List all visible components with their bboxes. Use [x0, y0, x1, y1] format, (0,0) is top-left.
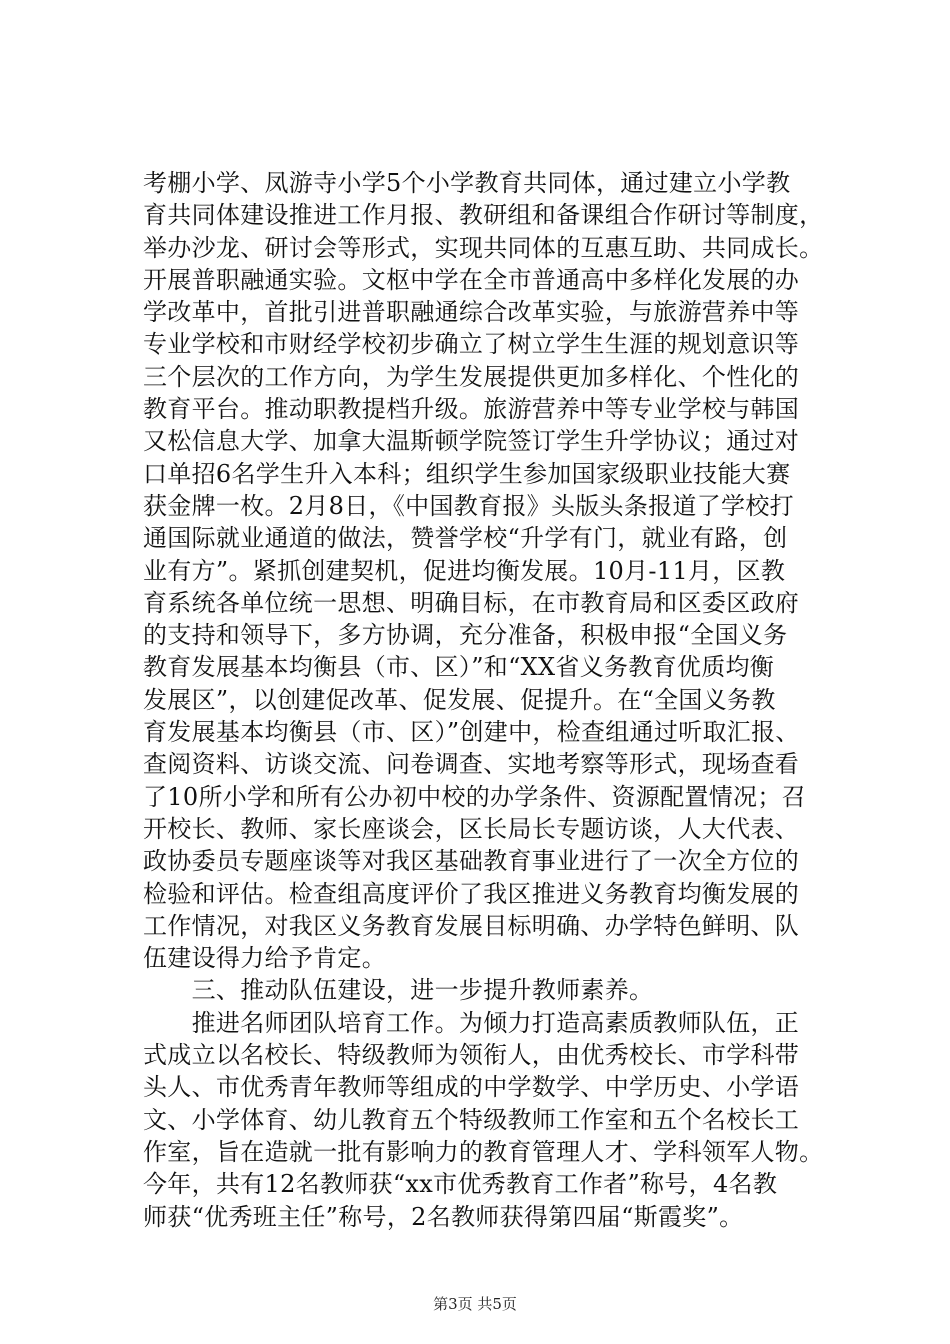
text-line: 式成立以名校长、特级教师为领衔人，由优秀校长、市学科带: [143, 1041, 800, 1070]
text-line: 文、小学体育、幼儿教育五个特级教师工作室和五个名校长工: [143, 1105, 800, 1134]
text-line: 检验和评估。检查组高度评价了我区推进义务教育均衡发展的: [143, 879, 800, 908]
text-line: 伍建设得力给予肯定。: [143, 944, 386, 973]
page-number-label: 第3页 共5页: [433, 1295, 517, 1313]
text-line: 学改革中，首批引进普职融通综合改革实验，与旅游营养中等: [143, 298, 800, 327]
text-line: 的支持和领导下，多方协调，充分准备，积极申报“全国义务: [143, 621, 788, 650]
text-line: 作室，旨在造就一批有影响力的教育管理人才、学科领军人物。: [143, 1137, 823, 1166]
text-line: 通国际就业通道的做法，赞誉学校“升学有门，就业有路，创: [143, 524, 788, 553]
text-line: 师获“优秀班主任”称号，2名教师获得第四届“斯霞奖”。: [143, 1202, 744, 1231]
text-line: 育共同体建设推进工作月报、教研组和备课组合作研讨等制度，: [143, 201, 823, 230]
text-line: 专业学校和市财经学校初步确立了树立学生生涯的规划意识等: [143, 330, 800, 359]
text-line: 考棚小学、凤游寺小学5个小学教育共同体，通过建立小学教: [143, 169, 791, 197]
text-line: 教育发展基本均衡县（市、区）”和“XX省义务教育优质均衡: [143, 653, 775, 682]
text-line: 业有方”。紧抓创建契机，促进均衡发展。10月-11月，区教: [143, 556, 786, 585]
text-line: 工作情况，对我区义务教育发展目标明确、办学特色鲜明、队: [143, 911, 800, 940]
text-line: 口单招6名学生升入本科；组织学生参加国家级职业技能大赛: [143, 459, 791, 488]
text-line: 开展普职融通实验。文枢中学在全市普通高中多样化发展的办: [143, 265, 800, 294]
text-line: 又松信息大学、加拿大温斯顿学院签订学生升学协议；通过对: [143, 427, 800, 456]
section-heading: 三、推动队伍建设，进一步提升教师素养。: [143, 976, 654, 1005]
page-footer: [0, 1293, 950, 1314]
text-line: 三个层次的工作方向，为学生发展提供更加多样化、个性化的: [143, 362, 800, 391]
text-line: 开校长、教师、家长座谈会，区长局长专题访谈，人大代表、: [143, 814, 800, 843]
body-text: [143, 167, 823, 1233]
text-line: 政协委员专题座谈等对我区基础教育事业进行了一次全方位的: [143, 847, 800, 876]
text-line: 推进名师团队培育工作。为倾力打造高素质教师队伍，正: [143, 1008, 800, 1037]
text-line: 教育平台。推动职教提档升级。旅游营养中等专业学校与韩国: [143, 395, 800, 424]
text-line: 今年，共有12名教师获“xx市优秀教育工作者”称号，4名教: [143, 1170, 778, 1199]
text-line: 举办沙龙、研讨会等形式，实现共同体的互惠互助、共同成长。: [143, 233, 823, 262]
text-line: 发展区”，以创建促改革、促发展、促提升。在“全国义务教: [143, 685, 776, 714]
text-line: 育系统各单位统一思想、明确目标，在市教育局和区委区政府: [143, 588, 800, 617]
text-line: 了10所小学和所有公办初中校的办学条件、资源配置情况；召: [143, 782, 806, 811]
text-line: 获金牌一枚。2月8日，《中国教育报》头版头条报道了学校打: [143, 491, 794, 520]
text-line: 育发展基本均衡县（市、区）”创建中，检查组通过听取汇报、: [143, 718, 800, 747]
text-line: 查阅资料、访谈交流、问卷调查、实地考察等形式，现场查看: [143, 750, 800, 779]
text-line: 头人、市优秀青年教师等组成的中学数学、中学历史、小学语: [143, 1073, 800, 1102]
